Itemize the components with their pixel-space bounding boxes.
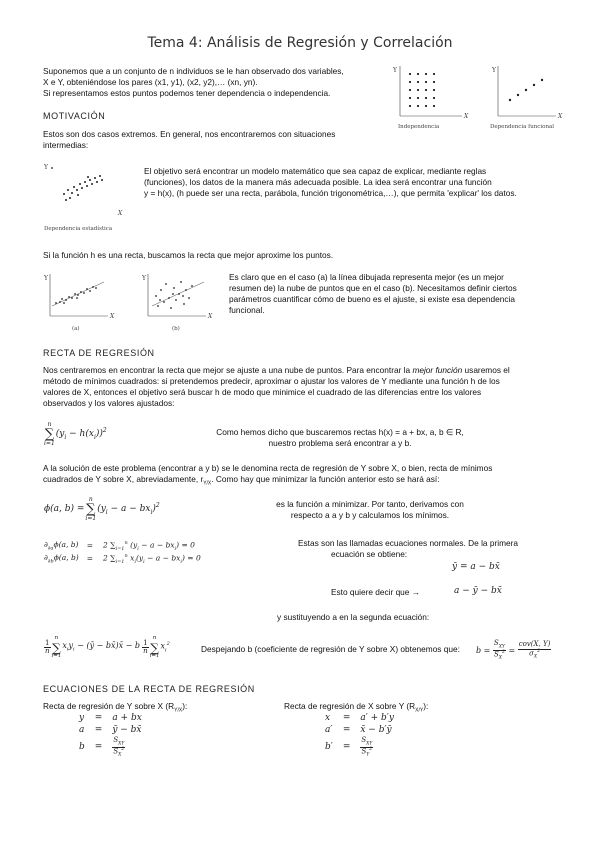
objetivo-paragraph <box>144 166 564 199</box>
motivacion-paragraph <box>43 129 363 151</box>
section-heading-motivacion: MOTIVACIÓN <box>43 111 106 121</box>
intro-line: Suponemos que a un conjunto de n individuos se le han observado dos variables, <box>43 66 344 76</box>
minimizar-paragraph <box>255 499 485 521</box>
regression-line <box>152 282 204 306</box>
text-line: y = h(x), (h puede ser una recta, parábola, función trigonométrica,…), que permita 'explicar' los datos. <box>144 187 517 198</box>
text-line: Estos son dos casos extremos. En general, nos encontraremos con situaciones <box>43 129 336 139</box>
figure-caso-a <box>42 270 118 334</box>
claro-paragraph <box>229 272 559 316</box>
recta-yx-label: Recta de regresión de Y sobre X $(R_{Y/X})$: <box>43 701 188 714</box>
text-line: valores de X, entonces el objetivo será buscar h de modo que minimice el cuadrado de las diferencias entre los valores <box>43 386 482 397</box>
formula-b: b = $\frac{S_{XY}}{S_X^2}$ = $\frac{\text{cov(X, Y)}}{\sigma_X^2}$ <box>476 639 551 661</box>
figure-caption: Dependencia estadística <box>44 226 113 232</box>
intro-paragraph <box>43 66 383 99</box>
equations-y-on-x: y = a + bx a = ȳ − bx̄ b = $\frac{S_{XY}}{S_X^2}$ <box>79 713 142 758</box>
text-line: Es claro que en el caso (a) la línea dibujada representa mejor (es un mejor <box>229 272 504 282</box>
scatter-points <box>155 281 193 309</box>
figure-caso-b <box>140 270 216 334</box>
text-line: Nos centraremos en encontrar la recta que mejor se ajuste a una nube de puntos. Para encontrar la mejor función usaremos el <box>43 365 510 375</box>
x-axis-label: X <box>558 113 563 120</box>
recta-paragraph <box>43 365 563 409</box>
y-axis-label: Y <box>142 275 146 282</box>
text-line: método de mínimos cuadrados: si pretendemos predecir, aproximar o ajustar los valores de Y mediante una función h de los <box>43 375 500 386</box>
formula-y-bar: ȳ = a − bx̄ <box>452 562 500 572</box>
formula-substituted: $\frac{1}{n}$ n ∑ i=1 $x_iy_i$ − (ȳ − bx̄)x̄ − b $\frac{1}{n}$ n ∑ i=1 $x_i^2$ <box>45 635 170 659</box>
formula-sum-squares: n ∑ i=1 $(y_i - h(x_i))^2$ <box>44 421 107 447</box>
x-axis-label: X <box>208 313 213 320</box>
figure-caption: Dependencia funcional <box>490 124 555 130</box>
text-line: intermedias: <box>43 139 89 150</box>
scatter-points <box>51 167 103 201</box>
text-line: resumen de) la nube de puntos que en el caso (b). Necesitamos definir ciertos <box>229 282 517 293</box>
formula-a: a − ȳ − bx̄ <box>454 586 502 596</box>
text-line: El objetivo será encontrar un modelo matemático que sea capaz de explicar, mediante reglas <box>144 166 487 176</box>
dicho-paragraph <box>190 427 490 449</box>
text-line: nuestro problema será encontrar a y b. <box>268 437 412 448</box>
figure-dependencia-funcional <box>490 62 570 134</box>
text-line: es la función a minimizar. Por tanto, derivamos con <box>276 499 464 509</box>
despejando-text: Despejando b (coeficiente de regresión de Y sobre X) obtenemos que: <box>201 644 460 654</box>
page-title: Tema 4: Análisis de Regresión y Correlación <box>147 35 453 51</box>
text-line: funcional. <box>229 304 265 315</box>
scatter-points <box>409 73 435 107</box>
scatter-points <box>509 79 543 101</box>
normales-paragraph <box>298 538 568 560</box>
recta-xy-label: Recta de regresión de X sobre Y $(R_{X/Y})$: <box>284 701 429 714</box>
intro-line: Si representamos estos puntos podemos tener dependencia o independencia. <box>43 87 331 98</box>
solucion-paragraph <box>43 463 563 487</box>
recta-sentence: Si la función h es una recta, buscamos la recta que mejor aproxime los puntos. <box>43 250 334 260</box>
y-axis-label: Y <box>44 275 48 282</box>
x-axis-label: X <box>464 113 469 120</box>
text-line: parámetros cuantificar cómo de bueno es el ajuste, si existe esa dependencia <box>229 293 515 304</box>
text-line: (funciones), los datos de la manera más adecuada posible. La idea será encontrar una función <box>144 176 492 187</box>
figure-independencia <box>390 62 476 134</box>
text-line: Estas son las llamadas ecuaciones normales. De la primera <box>298 538 518 548</box>
text-line: observados y los valores ajustados: <box>43 397 175 408</box>
figure-dependencia-estadistica <box>42 160 134 236</box>
x-axis-label: X <box>118 210 123 217</box>
y-axis-label: Y <box>393 67 397 74</box>
sustituyendo-text: y sustituyendo a en la segunda ecuación: <box>277 612 430 622</box>
equations-x-on-y: x = a′ + b′y a′ = x̄ − b′ȳ b′ = $\frac{S_{XY}}{S_Y^2}$ <box>325 713 394 758</box>
text-line: cuadrados de Y sobre X, abreviadamente, $r_{Y/X}$. Como hay que minimizar la función anterior esto se hará así: <box>43 473 440 487</box>
y-axis-label: Y <box>492 67 496 74</box>
figure-caption: (b) <box>172 326 180 332</box>
intro-line: X e Y, obteniéndose los pares (x1, y1), (x2, y2),… (xn, yn). <box>43 76 258 87</box>
text-line: ecuación se obtiene: <box>331 548 408 559</box>
x-axis-label: X <box>110 313 115 320</box>
figure-caption: Independencia <box>398 124 440 130</box>
text-line: A la solución de este problema (encontrar a y b) se le denomina recta de regresión de Y sobre X, o bien, recta de mínimos <box>43 463 493 473</box>
text-line: respecto a a y b y calculamos los mínimos. <box>290 509 450 520</box>
figure-caption: (a) <box>72 326 80 332</box>
y-axis-label: Y <box>44 164 48 171</box>
section-heading-ecuaciones: ECUACIONES DE LA RECTA DE REGRESIÓN <box>43 684 255 694</box>
formula-phi: ϕ(a, b) = n ∑ i=1 $(y_i - a - bx_i)^2$ <box>44 496 160 522</box>
text-line: Como hemos dicho que buscaremos rectas h(x) = a + bx, a, b ∈ R, <box>216 427 464 437</box>
decir-text: Esto quiere decir que → <box>331 587 421 597</box>
normal-equations: $\partial_{\partial a}\phi(a$, b) = 2 $\sum_{i=1}^n$ $(y_i - a - bx_i) = 0$ $\partial_{\partial b}\phi(a$, b) = 2 $\sum_{i=1}^n$ $x_i(y_i - a - bx_i) = 0$ <box>44 540 201 565</box>
section-heading-recta: RECTA DE REGRESIÓN <box>43 348 155 358</box>
